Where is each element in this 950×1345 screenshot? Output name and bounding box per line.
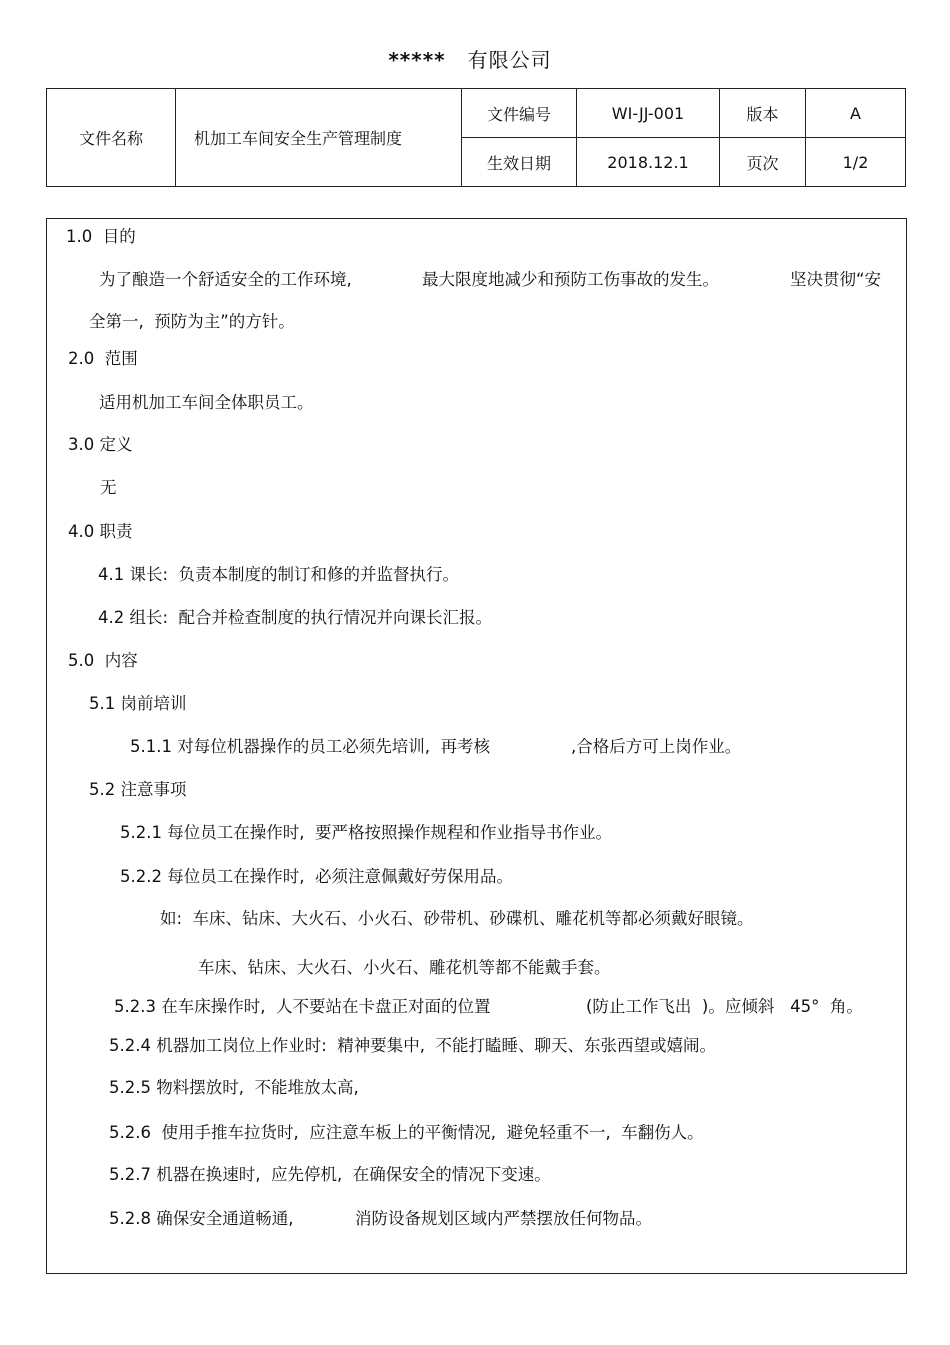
company-title [0, 44, 940, 73]
section-5-2-8-part2: 消防设备规划区域内严禁摆放任何物品。 [355, 1209, 652, 1228]
section-1-text-part4: 全第一, 预防为主”的方针。 [89, 312, 295, 331]
effective-date: 2018.12.1 [577, 138, 720, 187]
section-3-text: 无 [100, 478, 117, 497]
doc-no-label: 文件编号 [462, 89, 577, 138]
section-5-2-4: 5.2.4 机器加工岗位上作业时: 精神要集中, 不能打瞌睡、聊天、东张西望或嬉闹。 [109, 1036, 717, 1055]
page-number: 1/2 [806, 138, 906, 187]
document-header-table [46, 88, 906, 187]
section-5-title: 5.0 内容 [68, 651, 138, 670]
effective-date-label: 生效日期 [462, 138, 577, 187]
section-1-text-part1: 为了酿造一个舒适安全的工作环境, [99, 270, 352, 289]
version: A [806, 89, 906, 138]
section-5-2-8-part1: 5.2.8 确保安全通道畅通, [109, 1209, 294, 1228]
section-4-2: 4.2 组长: 配合并检查制度的执行情况并向课长汇报。 [98, 608, 493, 627]
section-1-text-part2: 最大限度地减少和预防工伤事故的发生。 [422, 270, 719, 289]
section-2-text: 适用机加工车间全体职员工。 [99, 393, 314, 412]
section-5-2-2-example-1: 如: 车床、钻床、大火石、小火石、砂带机、砂碟机、雕花机等都必须戴好眼镜。 [160, 909, 754, 928]
section-1-title: 1.0 目的 [66, 227, 136, 246]
doc-name-label: 文件名称 [47, 89, 176, 187]
page-label: 页次 [720, 138, 806, 187]
section-5-1-1-part1: 5.1.1 对每位机器操作的员工必须先培训, 再考核 [130, 737, 490, 756]
section-5-2-3-part1: 5.2.3 在车床操作时, 人不要站在卡盘正对面的位置 [114, 997, 491, 1016]
section-2-title: 2.0 范围 [68, 349, 138, 368]
section-5-1-title: 5.1 岗前培训 [89, 694, 187, 713]
section-3-title: 3.0 定义 [68, 435, 133, 454]
version-label: 版本 [720, 89, 806, 138]
section-5-2-2-example-2: 车床、钻床、大火石、小火石、雕花机等都不能戴手套。 [198, 958, 611, 977]
section-5-2-2: 5.2.2 每位员工在操作时, 必须注意佩戴好劳保用品。 [120, 867, 513, 886]
section-5-2-title: 5.2 注意事项 [89, 780, 187, 799]
section-4-title: 4.0 职责 [68, 522, 133, 541]
company-name: 有限公司 [467, 48, 552, 72]
section-4-1: 4.1 课长: 负责本制度的制订和修的并监督执行。 [98, 565, 460, 584]
company-stars: ***** [388, 48, 446, 72]
section-5-2-3-part2: (防止工作飞出 )。应倾斜 45° 角。 [586, 997, 863, 1016]
section-5-1-1-part2: ,合格后方可上岗作业。 [571, 737, 742, 756]
section-5-2-1: 5.2.1 每位员工在操作时, 要严格按照操作规程和作业指导书作业。 [120, 823, 612, 842]
section-5-2-6: 5.2.6 使用手推车拉货时, 应注意车板上的平衡情况, 避免轻重不一, 车翻伤人。 [109, 1123, 704, 1142]
doc-name: 机加工车间安全生产管理制度 [176, 89, 462, 187]
section-1-text-part3: 坚决贯彻“安 [790, 270, 882, 289]
section-5-2-5: 5.2.5 物料摆放时, 不能堆放太高, [109, 1078, 359, 1097]
doc-no: WI-JJ-001 [577, 89, 720, 138]
section-5-2-7: 5.2.7 机器在换速时, 应先停机, 在确保安全的情况下变速。 [109, 1165, 551, 1184]
